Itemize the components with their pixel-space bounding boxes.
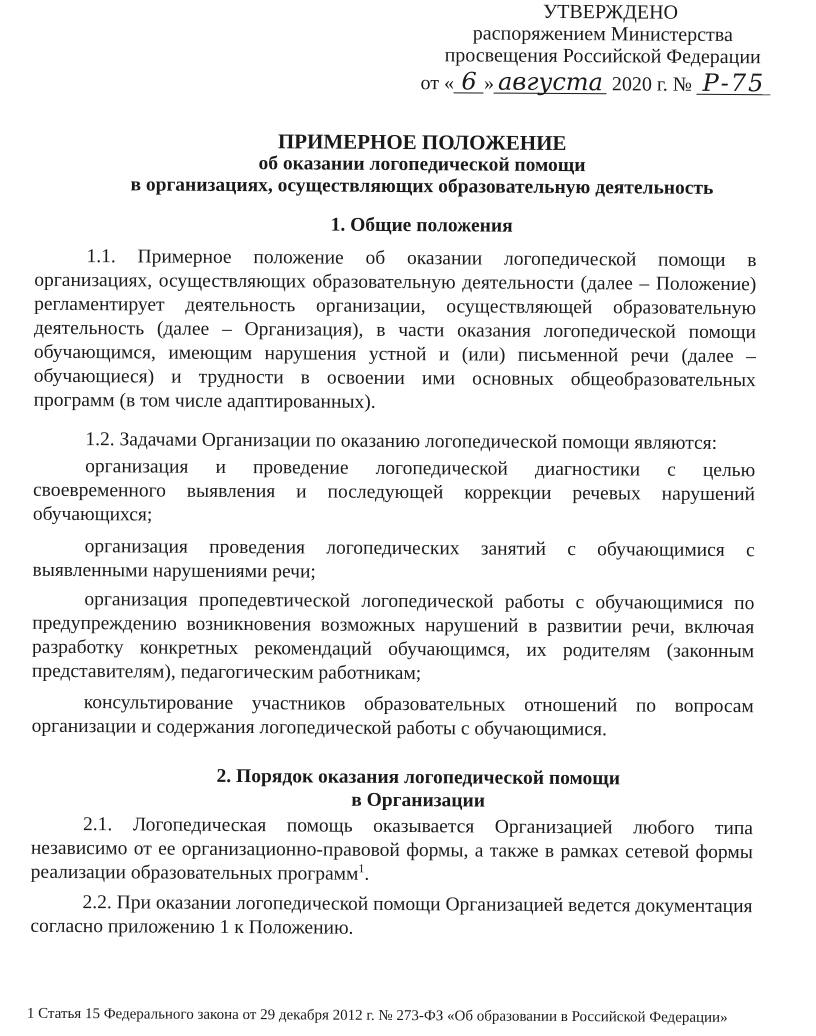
approval-stamp [402,0,803,96]
task-item-diagnostics: организация и проведение логопедической диагностики с целью своевременного выявления и последующей коррекции речевых нарушений обучающихся; [32,456,756,526]
section-1-heading-text: 1. Общие положения [330,214,513,237]
paragraph-2-2: 2.2. При оказании логопедической помощи Организацией ведется документация согласно приложению 1 к Положению. [30,892,753,939]
handwritten-month: августа [494,71,607,95]
title-subtitle-2: в организациях, осуществляющих образовательную деятельность [130,174,714,199]
task-item-consulting: консультирование участников образовательных отношений по вопросам организации и содержания логопедической работы с обучающимися. [31,692,754,741]
approval-date-line [402,67,802,98]
section-2-heading-line-2: в Организации [351,789,486,812]
approval-authority-line: распоряжением Министерства [472,22,733,47]
section-2-heading [58,764,778,814]
date-from-label: от « [420,72,455,95]
footnote-marker: 1 [358,861,365,876]
title-subtitle-1: об оказании логопедической помощи [258,153,586,177]
approved-label: УТВЕРЖДЕНО [542,0,679,24]
paragraph-2-1 [31,813,753,889]
footnote: 1 Статья 15 Федерального закона от 29 декабря 2012 г. № 273-ФЗ «Об образовании в Российской Федерации» [26,1005,728,1027]
paragraph-1-1: 1.1. Примерное положение об оказании логопедической помощи в организациях, осуществляющих образовательную деятельности (далее – Положение) регламентирует деятельность организации, осуществляющей образовательную деятельность (далее – Организация), в части оказания логопедической помощи обучающимся, имеющим нарушения устной и (или) письменной речи (далее – обучающиеся) и трудности в освоении ими основных общеобразовательных программ (в том числе адаптированных). [33,246,757,413]
approval-ministry-line: просвещения Российской Федерации [444,44,761,69]
section-1-heading [62,212,782,239]
footnote-divider [30,1002,270,1004]
task-item-propaedeutic: организация пропедевтической логопедической работы с обучающимися по предупреждению возникновения возможных нарушений в развитии речи, включая разработку конкретных рекомендаций обучающимся, их родителям (законным представителям), педагогическим работникам; [31,589,755,685]
paragraph-2-1-text: 2.1. Логопедическая помощь оказывается Организацией любого типа независимо от ее организационно-правовой формы, а также в рамках сетевой формы реализации образовательных программ [30,814,754,885]
date-year-label: 2020 г. № [611,73,692,96]
document-title [62,128,782,200]
handwritten-order-number: Р-75 [697,72,771,95]
paragraph-1-2: 1.2. Задачами Организации по оказанию логопедической помощи являются: [85,429,718,454]
task-item-classes: организация проведения логопедических занятий с обучающимися с выявленными нарушениями речи; [32,536,755,583]
section-2-heading-line-1: 2. Порядок оказания логопедической помощи [216,765,621,790]
handwritten-day: 6 [454,70,484,93]
title-main: ПРИМЕРНОЕ ПОЛОЖЕНИЕ [277,129,567,156]
date-close-quote: » [483,72,495,95]
paragraph-2-1-end: . [364,863,370,885]
